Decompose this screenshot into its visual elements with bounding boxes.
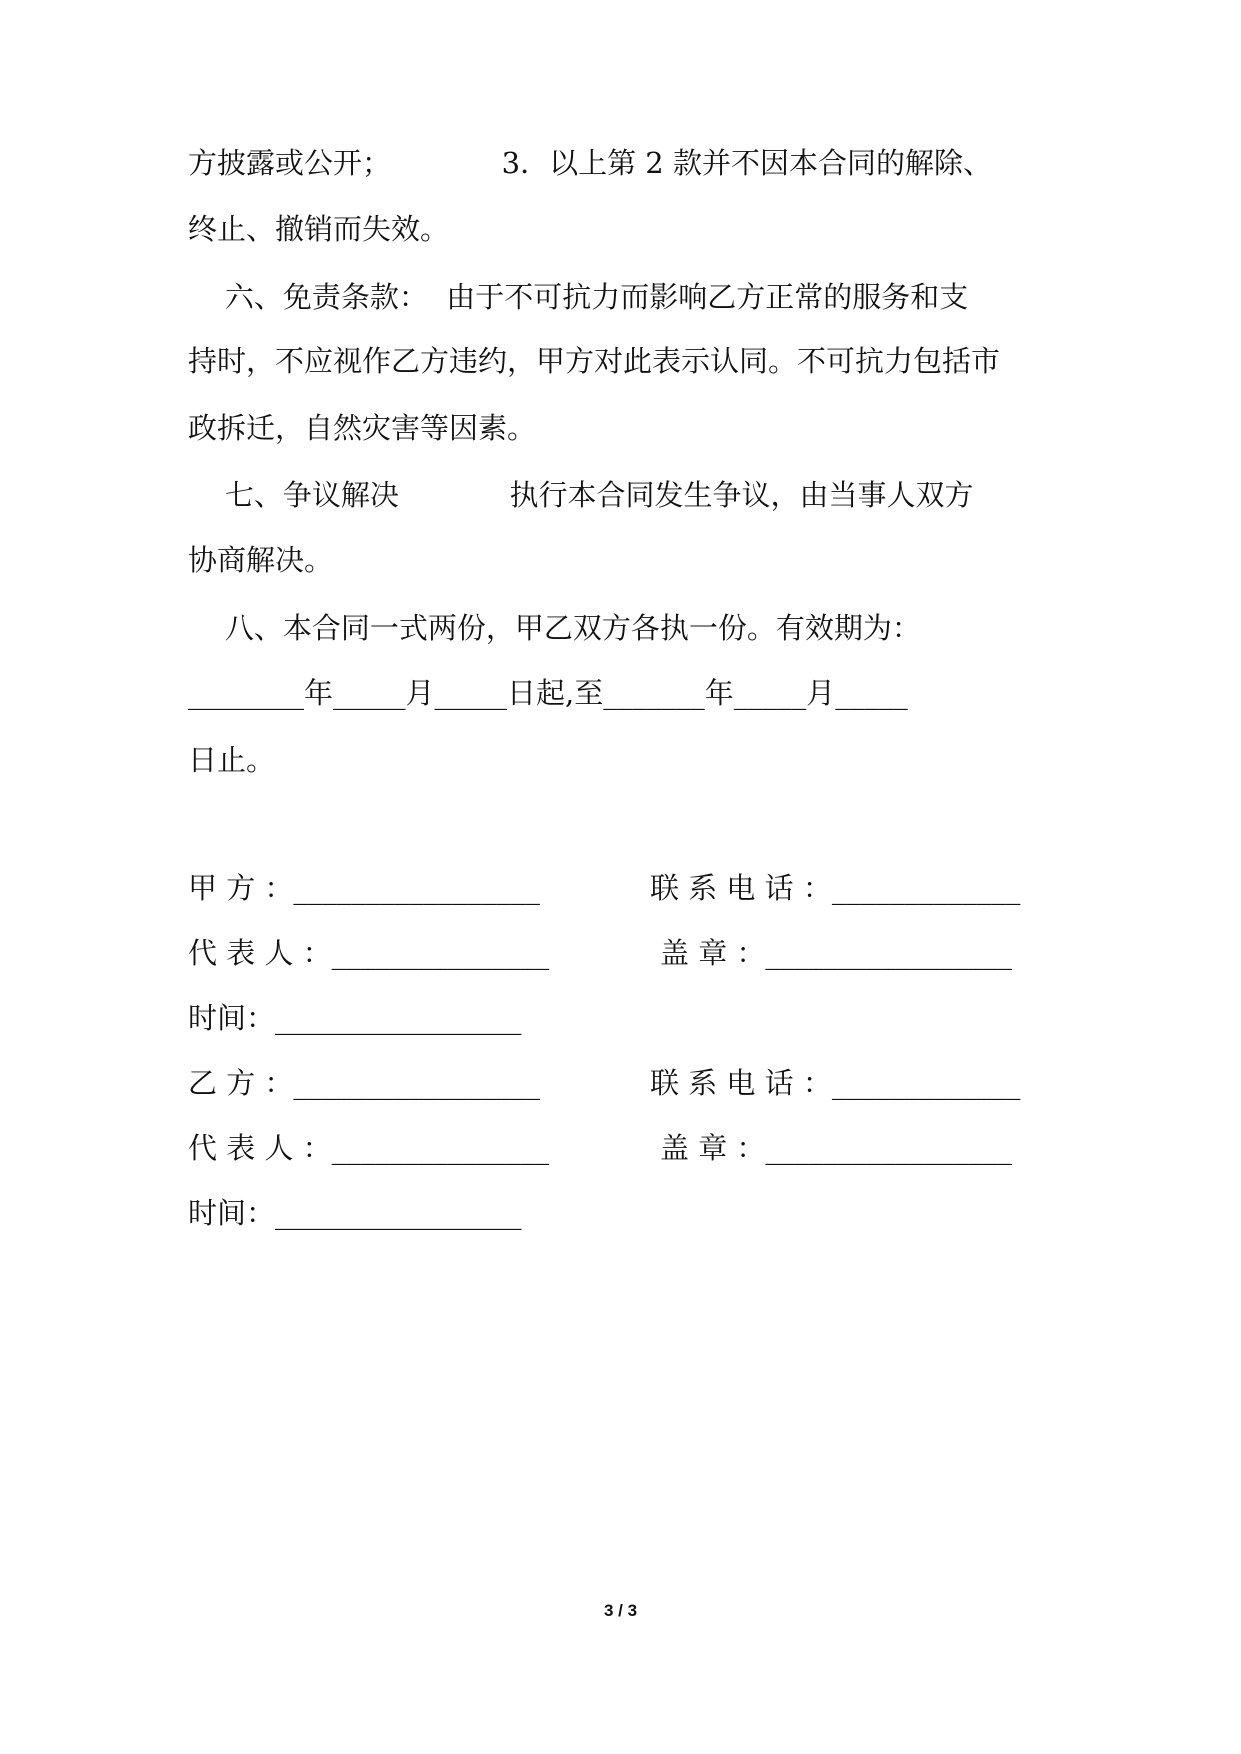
party-a-field: 甲 方 ：_________________: [188, 871, 540, 905]
clause-7-heading-line: 七、争议解决 执行本合同发生争议，由当事人双方: [188, 478, 974, 512]
party-b-time-field: 时间：_________________: [188, 1196, 522, 1230]
party-b-seal-field: 盖 章 ：_________________: [660, 1131, 1012, 1165]
party-b-phone-field: 联 系 电 话 ：_____________: [650, 1066, 1021, 1100]
party-a-representative-field: 代 表 人 ：_______________: [188, 936, 550, 970]
clause-8-heading-line: 八、本合同一式两份，甲乙双方各执一份。有效期为：: [188, 611, 921, 645]
party-a-time-field: 时间：_________________: [188, 1001, 522, 1035]
clause-7-line-2: 协商解决。: [188, 543, 334, 577]
party-b-representative-field: 代 表 人 ：_______________: [188, 1131, 550, 1165]
clause-6-heading-line: 六、免责条款： 由于不可抗力而影响乙方正常的服务和支: [188, 280, 969, 314]
page-number: 3 / 3: [603, 1601, 638, 1620]
clause-6-line-2: 持时，不应视作乙方违约，甲方对此表示认同。不可抗力包括市: [188, 344, 1001, 378]
validity-end-line: 日止。: [188, 743, 276, 777]
body-line-1: 方披露或公开； 3．以上第 2 款并不因本合同的解除、: [188, 146, 992, 180]
party-b-field: 乙 方 ：_________________: [188, 1066, 540, 1100]
body-line-2: 终止、撤销而失效。: [188, 212, 450, 246]
clause-6-line-3: 政拆迁，自然灾害等因素。: [188, 411, 537, 445]
party-a-seal-field: 盖 章 ：_________________: [660, 936, 1012, 970]
validity-date-line: ________年_____月_____日起,至_______年_____月_____: [188, 676, 908, 710]
party-a-phone-field: 联 系 电 话 ：_____________: [650, 871, 1021, 905]
